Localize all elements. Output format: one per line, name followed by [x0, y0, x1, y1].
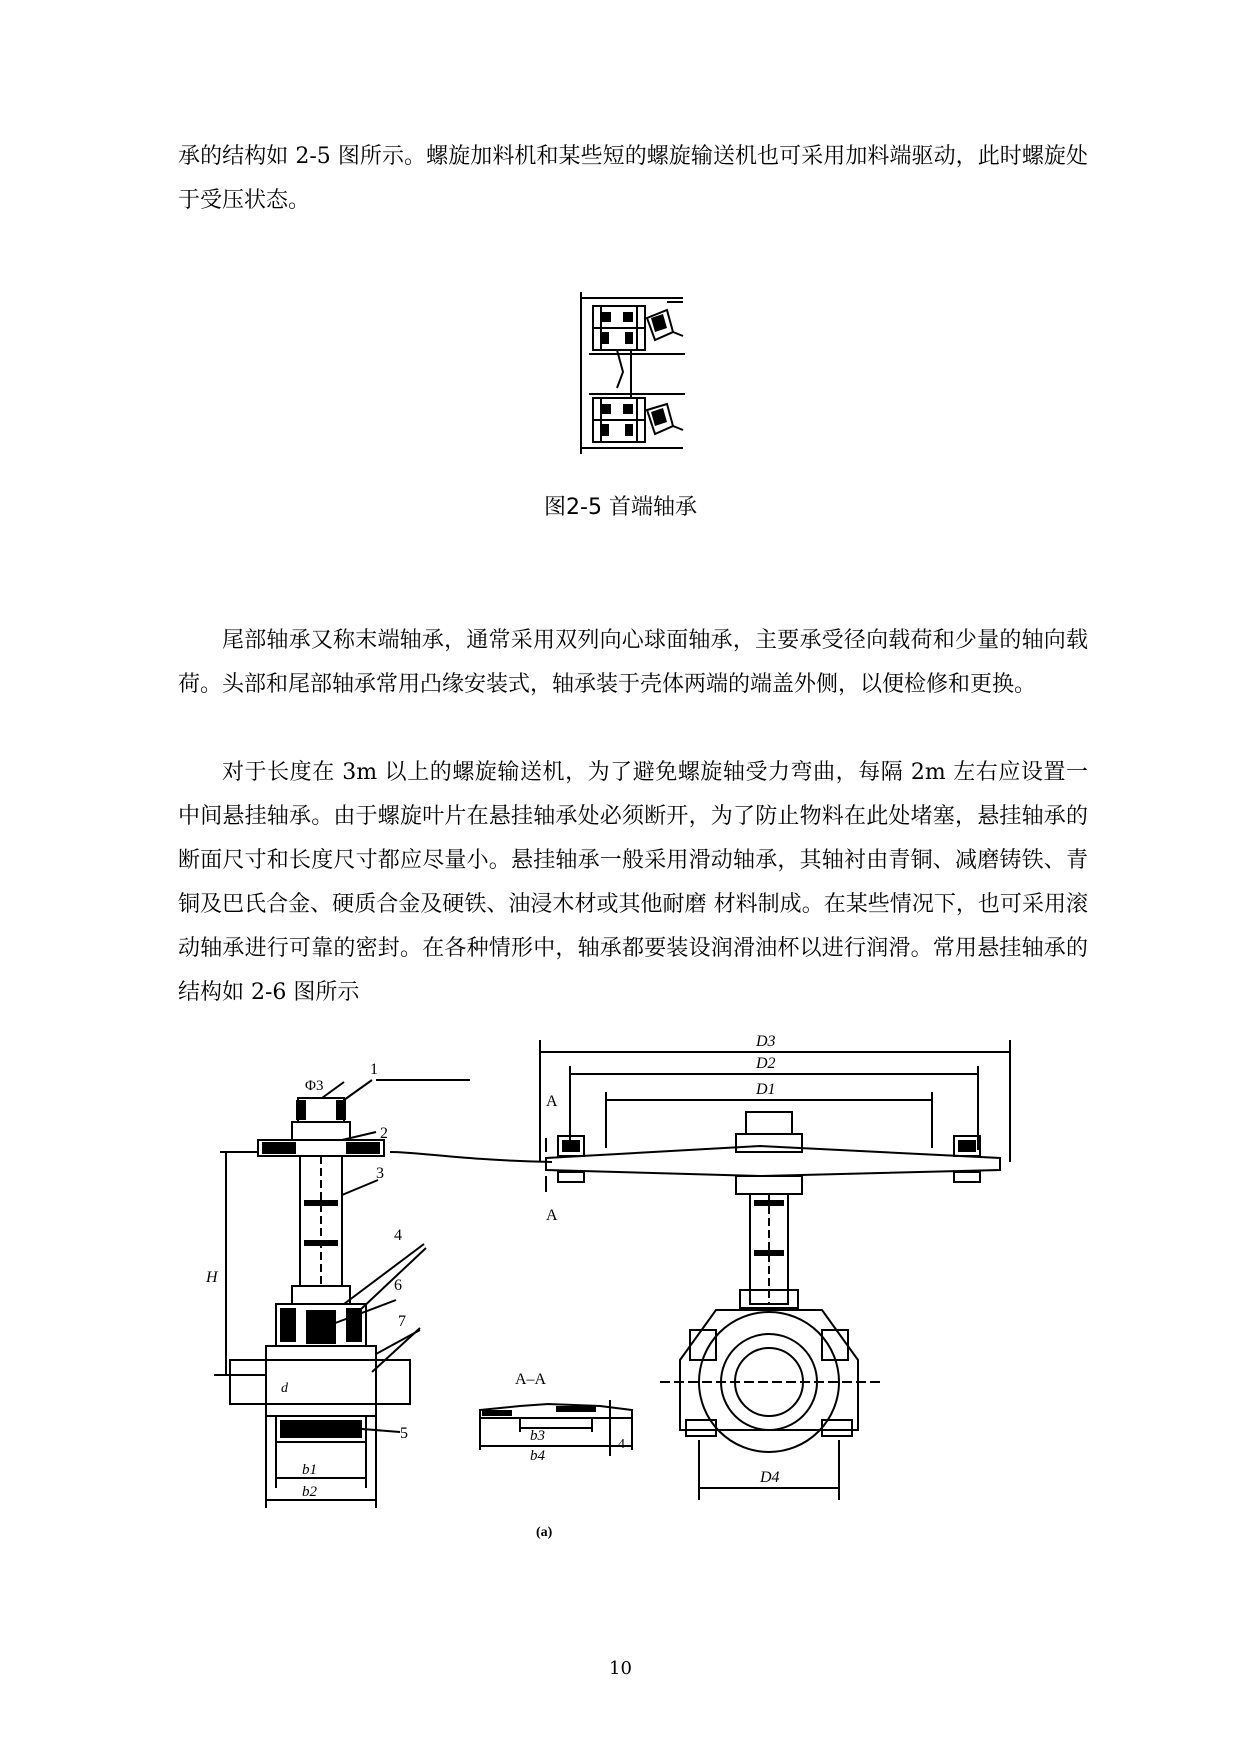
label-6: 6: [394, 1277, 402, 1294]
label-D3: D3: [756, 1033, 776, 1050]
label-H: H: [206, 1269, 218, 1286]
label-7: 7: [398, 1313, 406, 1330]
label-D4: D4: [760, 1469, 780, 1486]
label-b4: b4: [530, 1448, 545, 1464]
label-b1: b1: [302, 1462, 317, 1478]
label-dim-4: 4: [618, 1437, 625, 1452]
paragraph-continuation: 承的结构如 2-5 图所示。螺旋加料机和某些短的螺旋输送机也可采用加料端驱动，此时螺旋处于受压状态。: [178, 144, 1088, 213]
label-section-aa: A–A: [515, 1371, 547, 1388]
label-2: 2: [380, 1125, 388, 1142]
label-4: 4: [394, 1227, 402, 1244]
label-D2: D2: [756, 1055, 776, 1072]
page-number: 10: [609, 1658, 632, 1679]
label-3: 3: [376, 1165, 384, 1182]
label-subfigure-a: (a): [536, 1525, 553, 1540]
figure-2-5-caption: 图2-5 首端轴承: [544, 495, 697, 520]
label-b2: b2: [302, 1484, 317, 1500]
label-1: 1: [370, 1061, 378, 1078]
paragraph-hanger-bearing: 对于长度在 3m 以上的螺旋输送机，为了避免螺旋轴受力弯曲，每隔 2m 左右应设置一中间悬挂轴承。由于螺旋叶片在悬挂轴承处必须断开，为了防止物料在此处堵塞，悬挂轴承的断面尺寸和长度尺寸都应尽量小。悬挂轴承一般采用滑动轴承，其轴衬由青铜、减磨铸铁、青铜及巴氏合金、硬质合金及硬铁、油浸木材或其他耐磨 材料制成。在某些情况下，也可采用滚动轴承进行可靠的密封。在各种情形中，轴承都要装设润滑油杯以进行润滑。常用悬挂轴承的结构如 2-6 图所示: [178, 760, 1088, 1005]
label-5: 5: [400, 1425, 408, 1442]
label-phi3: Φ3: [305, 1078, 324, 1094]
paragraph-tail-bearing: 尾部轴承又称末端轴承，通常采用双列向心球面轴承，主要承受径向载荷和少量的轴向载荷。头部和尾部轴承常用凸缘安装式，轴承装于壳体两端的端盖外侧，以便检修和更换。: [178, 628, 1088, 697]
figure-2-6-hanger-bearing: [0, 1030, 1241, 1550]
label-a-bottom: A: [546, 1207, 558, 1224]
label-a-top: A: [546, 1093, 558, 1110]
label-d: d: [281, 1381, 288, 1396]
figure-2-5-head-bearing: [575, 292, 690, 454]
label-D1: D1: [756, 1081, 776, 1098]
label-b3: b3: [530, 1428, 545, 1444]
